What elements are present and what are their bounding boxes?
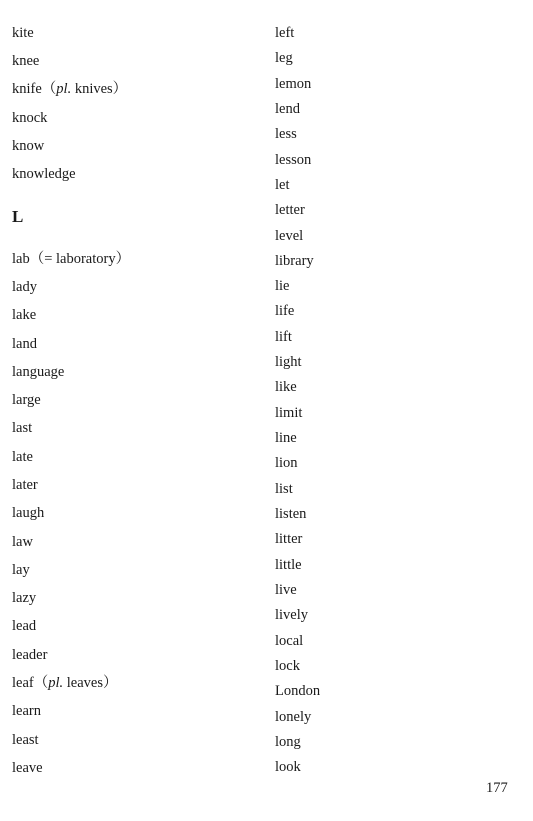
word-entry: language <box>12 364 65 380</box>
word-entry: lay <box>12 562 30 578</box>
word-entry: little <box>275 557 302 573</box>
word-entry: letter <box>275 202 305 218</box>
word-entry: land <box>12 336 37 352</box>
word-entry: lively <box>275 607 309 623</box>
word-entry: limit <box>275 405 303 421</box>
word-entry: less <box>275 126 297 142</box>
word-entry: leg <box>275 50 293 66</box>
word-entry: look <box>275 759 301 775</box>
word-entry: knock <box>12 110 48 126</box>
word-entry: leave <box>12 760 43 776</box>
word-entry: library <box>275 253 314 269</box>
word-entry: lion <box>275 455 298 471</box>
word-entry: let <box>275 177 290 193</box>
plural-abbrev: pl. <box>48 675 64 691</box>
word-entry: left <box>275 25 295 41</box>
page-number: 177 <box>486 780 508 796</box>
word-entry: lemon <box>275 76 312 92</box>
word-entry: learn <box>12 703 41 719</box>
word-entry: like <box>275 379 297 395</box>
word-head: leaf <box>12 675 34 691</box>
word-entry: list <box>275 481 293 497</box>
section-heading: L <box>12 207 24 226</box>
word-entry-leaf <box>12 674 118 692</box>
word-entry: long <box>275 734 301 750</box>
word-entry: lesson <box>275 152 312 168</box>
word-entry: lift <box>275 329 292 345</box>
word-entry: London <box>275 683 321 699</box>
word-entry-lab: lab（= laboratory） <box>12 251 131 267</box>
word-entry: laugh <box>12 505 45 521</box>
word-entry: live <box>275 582 297 598</box>
word-entry: late <box>12 449 33 465</box>
word-entry: lazy <box>12 590 37 606</box>
paren-open: （ <box>41 81 57 97</box>
word-entry: know <box>12 138 45 154</box>
plural-form: leaves） <box>63 675 118 691</box>
word-entry: lie <box>275 278 290 294</box>
word-entry: later <box>12 477 38 493</box>
word-entry: lake <box>12 307 37 323</box>
word-entry: life <box>275 303 295 319</box>
word-entry: light <box>275 354 302 370</box>
word-entry: line <box>275 430 297 446</box>
word-entry: last <box>12 420 33 436</box>
word-entry: level <box>275 228 304 244</box>
paren-open: （ <box>33 675 49 691</box>
word-entry: litter <box>275 531 303 547</box>
word-entry: knee <box>12 53 40 69</box>
word-entry: kite <box>12 25 34 41</box>
word-entry: lead <box>12 618 37 634</box>
word-entry: large <box>12 392 41 408</box>
word-entry-knife <box>12 80 127 98</box>
word-head: knife <box>12 81 42 97</box>
word-entry: lend <box>275 101 300 117</box>
word-entry: lonely <box>275 709 312 725</box>
word-entry: listen <box>275 506 307 522</box>
plural-form: knives） <box>71 81 128 97</box>
word-entry: law <box>12 534 33 550</box>
word-entry: least <box>12 732 39 748</box>
word-entry: lady <box>12 279 37 295</box>
word-entry: local <box>275 633 304 649</box>
word-entry: lock <box>275 658 300 674</box>
word-entry: knowledge <box>12 166 76 182</box>
plural-abbrev: pl. <box>56 81 72 97</box>
word-entry: leader <box>12 647 48 663</box>
